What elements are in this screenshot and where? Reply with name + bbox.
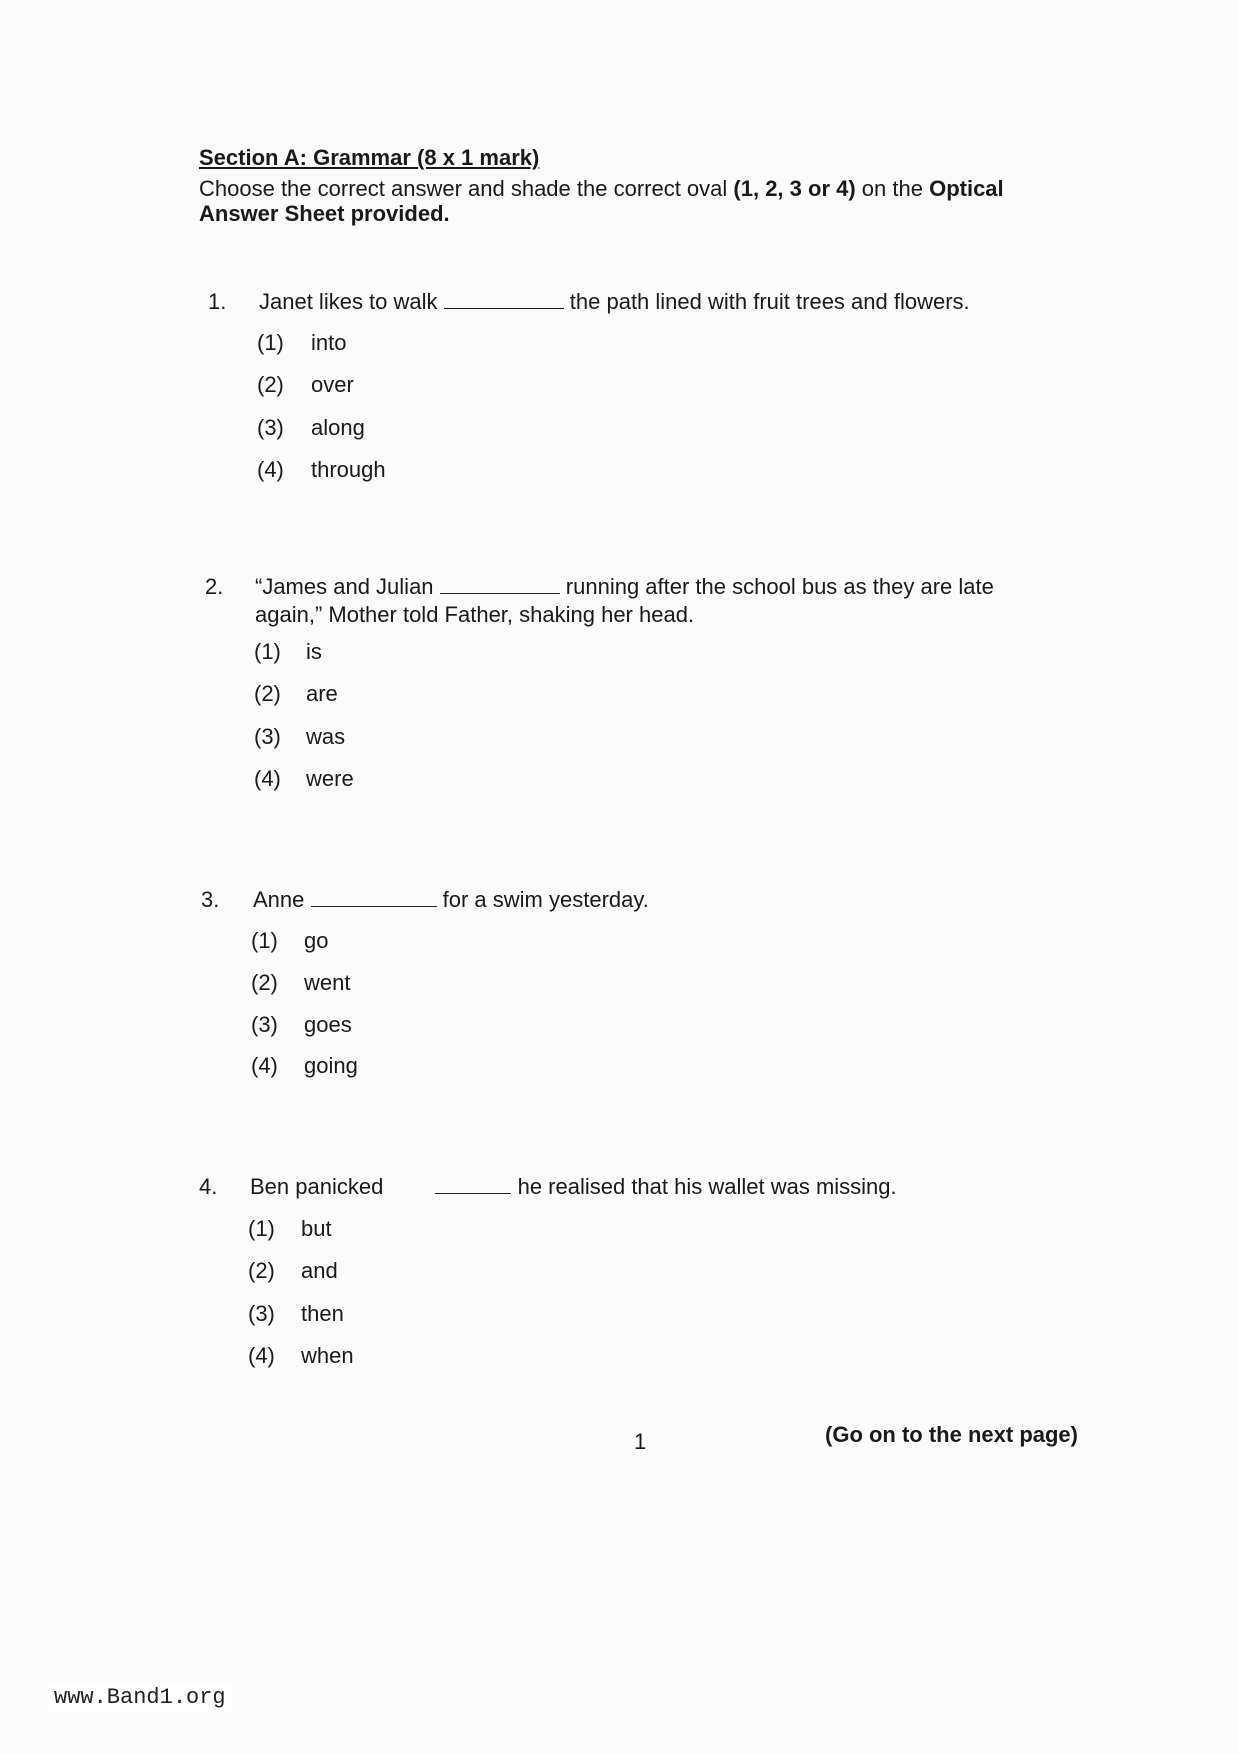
question-text-line2: again,” Mother told Father, shaking her head. bbox=[255, 602, 695, 627]
option-1: (1) into bbox=[257, 330, 347, 355]
question-text-after: for a swim yesterday. bbox=[442, 887, 649, 912]
option-4: (4) when bbox=[248, 1343, 354, 1368]
question-number: 1. bbox=[208, 289, 227, 314]
watermark: www.Band1.org bbox=[48, 1683, 232, 1712]
question-text bbox=[259, 289, 970, 315]
question-text-before: “James and Julian bbox=[255, 574, 434, 599]
answer-blank bbox=[435, 1175, 511, 1194]
instruction-text: Choose the correct answer and shade the correct oval bbox=[199, 176, 734, 201]
question-text bbox=[255, 574, 994, 600]
question-text-before: Anne bbox=[253, 887, 305, 912]
question-number: 4. bbox=[199, 1174, 218, 1199]
option-1: (1) but bbox=[248, 1216, 332, 1241]
option-4: (4) going bbox=[251, 1053, 358, 1078]
question-text-after: the path lined with fruit trees and flowers. bbox=[569, 289, 970, 314]
question-number: 2. bbox=[205, 574, 224, 599]
instruction-text: on the bbox=[855, 176, 930, 201]
option-2: (2) and bbox=[248, 1258, 338, 1283]
option-2: (2) are bbox=[254, 681, 338, 706]
option-2: (2) over bbox=[257, 372, 354, 397]
question-number: 3. bbox=[201, 887, 220, 912]
option-1: (1) is bbox=[254, 639, 322, 664]
answer-blank bbox=[444, 290, 564, 309]
question-text bbox=[253, 887, 649, 913]
option-4: (4) through bbox=[257, 457, 386, 482]
option-2: (2) went bbox=[251, 970, 351, 995]
option-1: (1) go bbox=[251, 928, 329, 953]
question-text-after: running after the school bus as they are late bbox=[565, 574, 994, 599]
option-3: (3) was bbox=[254, 724, 346, 749]
instructions-line2: Answer Sheet provided. bbox=[199, 201, 450, 226]
instructions bbox=[199, 176, 1004, 202]
option-3: (3) along bbox=[257, 415, 365, 440]
question-text bbox=[250, 1174, 897, 1200]
answer-blank bbox=[440, 575, 560, 594]
answer-blank bbox=[311, 888, 437, 907]
question-text-before: Janet likes to walk bbox=[259, 289, 438, 314]
option-3: (3) then bbox=[248, 1301, 344, 1326]
question-text-before: Ben panicked bbox=[250, 1174, 384, 1199]
option-4: (4) were bbox=[254, 766, 354, 791]
optical-label: Optical bbox=[929, 176, 1004, 201]
next-page-note: (Go on to the next page) bbox=[825, 1422, 1078, 1447]
question-text-after: he realised that his wallet was missing. bbox=[517, 1174, 897, 1199]
page-number: 1 bbox=[634, 1429, 647, 1454]
oval-options: (1, 2, 3 or 4) bbox=[733, 176, 856, 201]
section-title: Section A: Grammar (8 x 1 mark) bbox=[199, 145, 540, 170]
option-3: (3) goes bbox=[251, 1012, 352, 1037]
